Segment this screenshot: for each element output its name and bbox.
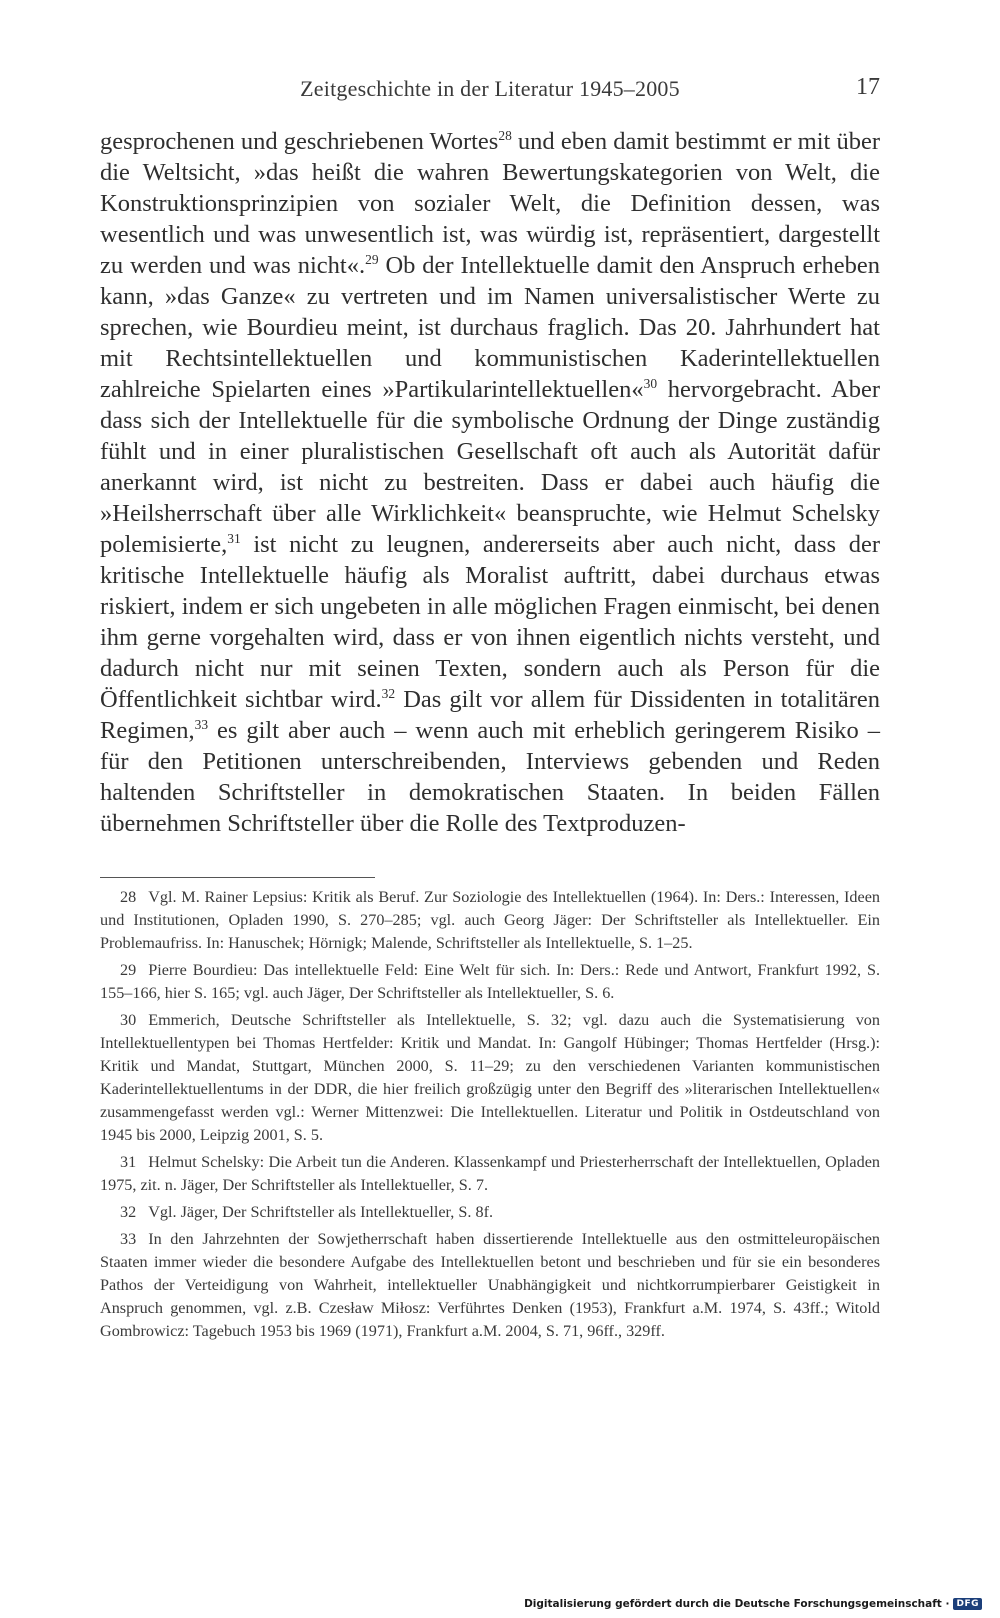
- footnote: [100, 1228, 880, 1343]
- footnote: [100, 1009, 880, 1147]
- footnote-text: In den Jahrzehnten der Sowjetherrschaft haben dissertierende Intellektuelle aus den ostmitteleuropäischen Staaten immer wieder die besondere Aufgabe des Intellektuellen betont und beschrieben und für sie ein besonderes Pathos der Verteidigung von Wahrheit, intellektueller Unabhängigkeit und nichtkorrumpierbarer Geistigkeit in Anspruch genommen, vgl. z.B. Czesław Miłosz: Verführtes Denken (1953), Frankfurt a.M. 1974, S. 43ff.; Witold Gombrowicz: Tagebuch 1953 bis 1969 (1971), Frankfurt a.M. 2004, S. 71, 96ff., 329ff.: [100, 1230, 880, 1340]
- footnote-text: Vgl. M. Rainer Lepsius: Kritik als Beruf. Zur Soziologie des Intellektuellen (1964). In: Ders.: Interessen, Ideen und Institutionen, Opladen 1990, S. 270–285; vgl. auch Georg Jäger: Der Schriftsteller als Intellektueller. Ein Problemaufriss. In: Hanuschek; Hörnigk; Malende, Schriftsteller als Intellektuelle, S. 1–25.: [100, 888, 880, 952]
- dfg-logo: DFG: [953, 1598, 982, 1610]
- footnote-ref[interactable]: 33: [194, 716, 209, 732]
- running-title: Zeitgeschichte in der Literatur 1945–2005: [300, 76, 680, 101]
- body-text: ist nicht zu leugnen, andererseits aber auch nicht, dass der kritische Intellektuelle häufig als Moralist auftritt, dabei durchaus etwas riskiert, indem er sich ungebeten in alle möglichen Fragen einmischt, bei denen ihm gerne vorgehalten wird, dass er von ihnen eigentlich nichts versteht, und dadurch nicht nur mit seinen Texten, sondern auch als Person für die Öffentlichkeit sichtbar wird.: [100, 531, 880, 713]
- footnote-ref[interactable]: 28: [498, 127, 512, 143]
- footnote-text: Helmut Schelsky: Die Arbeit tun die Anderen. Klassenkampf und Priesterherrschaft der Intellektuellen, Opladen 1975, zit. n. Jäger, Der Schriftsteller als Intellektueller, S. 7.: [100, 1153, 880, 1194]
- body-text: gesprochenen und geschriebenen Wortes: [100, 128, 499, 155]
- digitization-credit: [524, 1598, 982, 1610]
- body-text: es gilt aber auch – wenn auch mit erheblich geringerem Risiko – für den Petitionen unterschreibenden, Interviews gebenden und Reden haltenden Schriftsteller in demokratischen Staaten. In beiden Fällen übernehmen Schriftsteller über die Rolle des Textproduzen-: [100, 717, 880, 837]
- footnote-number: 29: [120, 961, 137, 979]
- footnotes: [100, 886, 880, 1347]
- footnote-text: Vgl. Jäger, Der Schriftsteller als Intellektueller, S. 8f.: [148, 1203, 494, 1221]
- footnote-number: 31: [120, 1153, 137, 1171]
- footnote: [100, 886, 880, 955]
- body-text: und eben damit bestimmt er mit über die Weltsicht, »das heißt die wahren Bewertungskategorien von Welt, die Konstruktionsprinzipien von sozialer Welt, die Definition dessen, was wesentlich und was unwesentlich ist, was würdig ist, repräsentiert, dargestellt zu werden und was nicht«.: [100, 128, 880, 279]
- body-text: Ob der Intellektuelle damit den Anspruch erheben kann, »das Ganze« zu vertreten und im Namen universalistischer Werte zu sprechen, wie Bourdieu meint, ist durchaus fraglich. Das 20. Jahrhundert hat mit Rechtsintellektuellen und kommunistischen Kaderintellektuellen zahlreiche Spielarten eines »Partikularintellektuellen«: [100, 252, 880, 403]
- running-header: [100, 76, 880, 110]
- footnote: [100, 1151, 880, 1197]
- page-number: 17: [856, 74, 880, 100]
- footnote: [100, 1201, 880, 1224]
- footnote-number: 28: [120, 888, 137, 906]
- footnote-ref[interactable]: 31: [227, 530, 241, 546]
- footnote-ref[interactable]: 29: [365, 251, 379, 267]
- footnote-number: 30: [120, 1011, 137, 1029]
- footnote-ref[interactable]: 32: [381, 685, 396, 701]
- footnote-divider: [100, 877, 375, 878]
- footnote-ref[interactable]: 30: [643, 375, 658, 391]
- main-text: [100, 126, 880, 839]
- footnote: [100, 959, 880, 1005]
- footnote-text: Emmerich, Deutsche Schriftsteller als Intellektuelle, S. 32; vgl. dazu auch die Systematisierung von Intellektuellentypen bei Thomas Hertfelder: Kritik und Mandat. In: Gangolf Hübinger; Thomas Hertfelder (Hrsg.): Kritik und Mandat, Stuttgart, München 2000, S. 11–29; zu den verschiedenen Varianten kommunistischen Kaderintellektuellentums in der DDR, die hier freilich großzügig unter den Begriff des »literarischen Intellektuellen« zusammengefasst werden vgl.: Werner Mittenzwei: Die Intellektuellen. Literatur und Politik in Ostdeutschland von 1945 bis 2000, Leipzig 2001, S. 5.: [100, 1011, 880, 1144]
- footnote-number: 33: [120, 1230, 137, 1248]
- footnote-number: 32: [120, 1203, 137, 1221]
- credit-text: Digitalisierung gefördert durch die Deutsche Forschungsgemeinschaft ·: [524, 1598, 950, 1610]
- footnote-text: Pierre Bourdieu: Das intellektuelle Feld: Eine Welt für sich. In: Ders.: Rede und Antwort, Frankfurt 1992, S. 155–166, hier S. 165; vgl. auch Jäger, Der Schriftsteller als Intellektueller, S. 6.: [100, 961, 880, 1002]
- body-text: Das gilt vor allem für Dissidenten in totalitären Regimen,: [100, 686, 880, 744]
- body-paragraph: [100, 126, 880, 839]
- body-text: hervorgebracht. Aber dass sich der Intellektuelle für die symbolische Ordnung der Dinge zuständig fühlt und in einer pluralistischen Gesellschaft oft auch als Autorität dafür anerkannt wird, ist nicht zu bestreiten. Dass er dabei auch häufig die »Heilsherrschaft über alle Wirklichkeit« beanspruchte, wie Helmut Schelsky polemisierte,: [100, 376, 880, 558]
